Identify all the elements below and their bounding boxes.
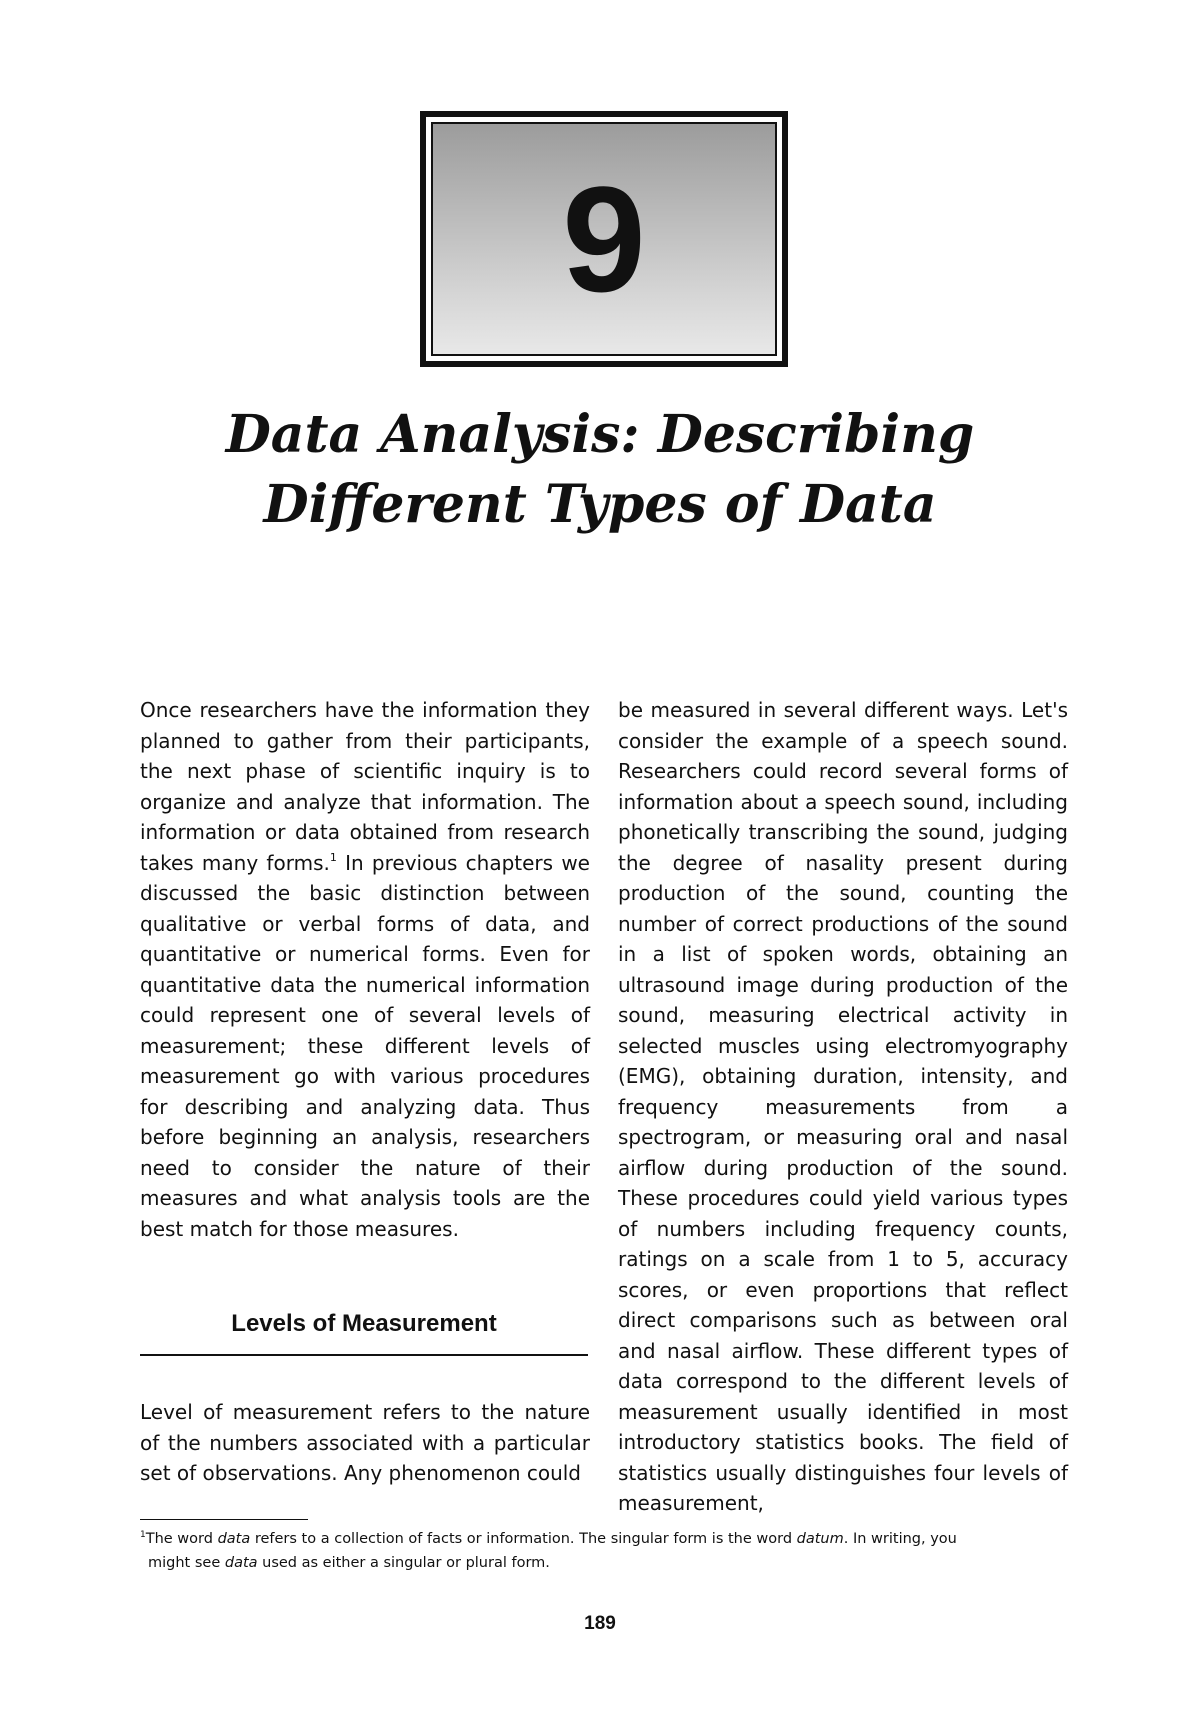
- section-rule: [140, 1354, 588, 1356]
- footnote-text: used as either a singular or plural form.: [257, 1555, 550, 1571]
- intro-text-part-1: Once researchers have the information they planned to gather from their participants, the next phase of scientific inquiry is to organize and analyze that information. The information or data obtained from research takes many forms.: [140, 698, 590, 875]
- footnote-reference[interactable]: 1: [329, 850, 337, 864]
- footnote-emphasis: data: [224, 1555, 258, 1571]
- chapter-title-line-2: Different Types of Data: [263, 474, 937, 535]
- footnote-text: refers to a collection of facts or information. The singular form is the word: [250, 1531, 797, 1547]
- page-number: 189: [584, 1613, 616, 1634]
- footnote-emphasis: datum: [796, 1531, 844, 1547]
- footnote-text: The word: [145, 1531, 218, 1547]
- section-heading: Levels of Measurement: [231, 1310, 497, 1337]
- right-column-paragraph: [618, 695, 1068, 1519]
- footnote: [140, 1527, 1070, 1575]
- footnote-line-1: [140, 1527, 1070, 1551]
- footnote-text: . In writing, you: [843, 1531, 957, 1547]
- chapter-number-box: [420, 111, 788, 367]
- footnote-emphasis: data: [217, 1531, 251, 1547]
- intro-text-part-2: In previous chapters we discussed the basic distinction between qualitative or verbal forms of data, and quantitative or numerical forms. Even for quantitative data the numerical information could represent one of several levels of measurement; these different levels of measurement go with various procedures for describing and analyzing data. Thus before beginning an analysis, researchers need to consider the nature of their measures and what analysis tools are the best match for those measures.: [140, 850, 590, 1241]
- chapter-title-line-1: Data Analysis: Describing: [225, 404, 975, 465]
- chapter-number-panel: [431, 122, 777, 356]
- footnote-line-2: [140, 1551, 1070, 1575]
- chapter-number: 9: [562, 155, 646, 323]
- footnote-text: might see: [148, 1555, 225, 1571]
- footnote-divider: [140, 1519, 308, 1520]
- levels-paragraph: [140, 1397, 590, 1489]
- chapter-title: [0, 400, 1200, 540]
- intro-paragraph: [140, 695, 590, 1244]
- footnote-marker: 1: [140, 1530, 146, 1540]
- right-column-text: be measured in several different ways. Let's consider the example of a speech sound. Researchers could record several forms of information about a speech sound, including phonetically transcribing the sound, judging the degree of nasality present during production of the sound, counting the number of correct productions of the sound in a list of spoken words, obtaining an ultrasound image during production of the sound, measuring electrical activity in selected muscles using electromyography (EMG), obtaining duration, intensity, and frequency measurements from a spectrogram, or measuring oral and nasal airflow during production of the sound. These procedures could yield various types of numbers including frequency counts, ratings on a scale from 1 to 5, accuracy scores, or even proportions that reflect direct comparisons such as between oral and nasal airflow. These different types of data correspond to the different levels of measurement usually identified in most introductory statistics books. The field of statistics usually distinguishes four levels of measurement,: [618, 698, 1068, 1515]
- levels-text: Level of measurement refers to the nature of the numbers associated with a particular set of observations. Any phenomenon could: [140, 1400, 590, 1485]
